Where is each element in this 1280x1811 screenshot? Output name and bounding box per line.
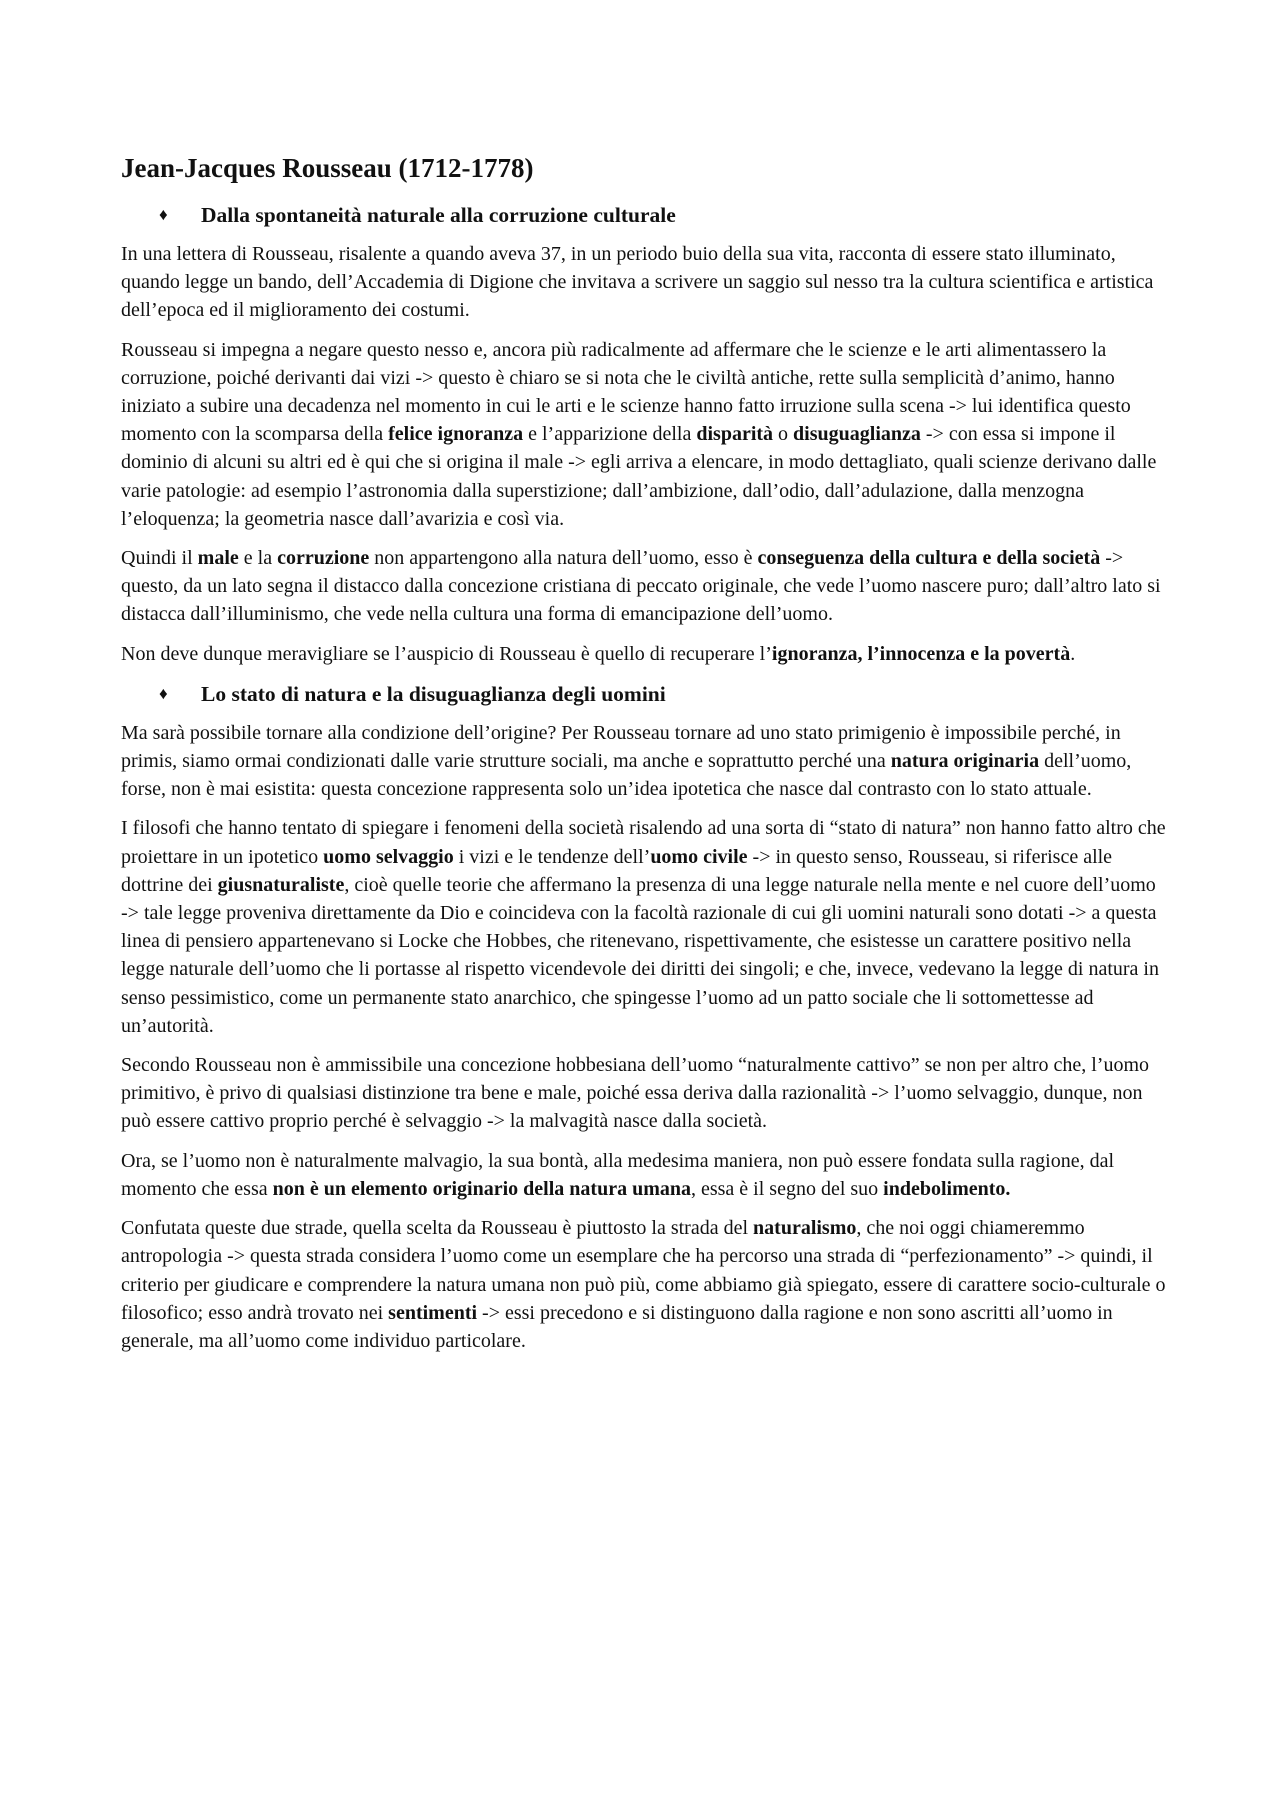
bold-term: uomo selvaggio (323, 845, 454, 868)
bold-term: corruzione (277, 547, 370, 570)
paragraph: Ora, se l’uomo non è naturalmente malvagio, la sua bontà, alla medesima maniera, non può essere fondata sulla ragione, dal momento che essa non è un elemento originario della natura umana, essa è il segno del suo indebolimento. (121, 1149, 1114, 1200)
bold-term: male (197, 547, 239, 570)
bold-term: ignoranza, l’innocenza e la povertà (771, 642, 1071, 665)
bold-term: natura originaria (890, 750, 1040, 773)
section-heading-text: Dalla spontaneità naturale alla corruzione culturale (201, 203, 676, 227)
diamond-bullet-icon: ♦ (159, 205, 168, 224)
bold-term: non è un elemento originario della natura umana (272, 1177, 691, 1200)
bold-term: sentimenti (388, 1301, 478, 1324)
paragraph: I filosofi che hanno tentato di spiegare i fenomeni della società risalendo ad una sorta di “stato di natura” non hanno fatto altro che proiettare in un ipotetico uomo selvaggio i vizi e le tendenze dell’uomo civile -> in questo senso, Rousseau, si riferisce alle dottrine dei giusnaturaliste, cioè quelle teorie che affermano la presenza di una legge naturale nella mente e nel cuore dell’uomo -> tale legge proveniva direttamente da Dio e coincideva con la facoltà razionale di cui gli uomini naturali sono dotati -> a questa linea di pensiero appartenevano si Locke che Hobbes, che ritenevano, rispettivamente, che esistesse un carattere positivo nella legge naturale dell’uomo che li portasse al rispetto vicendevole dei diritti dei singoli; e che, invece, vedevano la legge di natura in senso pessimistico, come un permanente stato anarchico, che spingesse l’uomo ad un patto sociale che li sottomettesse ad un’autorità. (121, 817, 1166, 1037)
section-heading (159, 200, 1167, 230)
bold-term: disuguaglianza (793, 423, 921, 446)
bold-term: naturalismo (753, 1217, 857, 1240)
paragraph: Confutata queste due strade, quella scelta da Rousseau è piuttosto la strada del naturalismo, che noi oggi chiameremmo antropologia -> questa strada considera l’uomo come un esemplare che ha percorso una strada di “perfezionamento” -> quindi, il criterio per giudicare e comprendere la natura umana non può più, come abbiamo già spiegato, essere di carattere socio-culturale o filosofico; esso andrà trovato nei sentimenti -> essi precedono e si distinguono dalla ragione e non sono ascritti all’uomo in generale, ma all’uomo come individuo particolare. (121, 1217, 1166, 1352)
paragraph: Quindi il male e la corruzione non appartengono alla natura dell’uomo, esso è conseguenza della cultura e della società -> questo, da un lato segna il distacco dalla concezione cristiana di peccato originale, che vede l’uomo nascere puro; dall’altro lato si distacca dall’illuminismo, che vede nella cultura una forma di emancipazione dell’uomo. (121, 547, 1161, 626)
bold-term: conseguenza della cultura e della società (757, 547, 1101, 570)
bold-term: uomo civile (650, 845, 748, 868)
bold-term: disparità (696, 423, 774, 446)
diamond-bullet-icon: ♦ (159, 683, 168, 703)
bold-term: indebolimento. (883, 1177, 1011, 1200)
bold-term: giusnaturaliste (217, 873, 345, 896)
paragraph: Non deve dunque meravigliare se l’auspicio di Rousseau è quello di recuperare l’ignoranza, l’innocenza e la povertà. (121, 642, 1076, 665)
section-heading-text: Lo stato di natura e la disuguaglianza degli uomini (201, 681, 666, 706)
paragraph: Rousseau si impegna a negare questo nesso e, ancora più radicalmente ad affermare che le scienze e le arti alimentassero la corruzione, poiché derivanti dai vizi -> questo è chiaro se si nota che le civiltà antiche, rette sulla semplicità d’animo, hanno iniziato a subire una decadenza nel momento in cui le arti e le scienze hanno fatto irruzione sulla scena -> lui identifica questo momento con la scomparsa della felice ignoranza e l’apparizione della disparità o disuguaglianza -> con essa si impone il dominio di alcuni su altri ed è qui che si origina il male -> egli arriva a elencare, in modo dettagliato, quali scienze derivano dalle varie patologie: ad esempio l’astronomia dalla superstizione; dall’ambizione, dall’odio, dall’adulazione, dalla menzogna l’eloquenza; la geometria nasce dall’avarizia e così via. (121, 338, 1157, 530)
section-heading (159, 679, 1167, 709)
paragraph: Secondo Rousseau non è ammissibile una concezione hobbesiana dell’uomo “naturalmente cattivo” se non per altro che, l’uomo primitivo, è privo di qualsiasi distinzione tra bene e male, poiché essa deriva dalla razionalità -> l’uomo selvaggio, dunque, non può essere cattivo proprio perché è selvaggio -> la malvagità nasce dalla società. (121, 1054, 1150, 1133)
paragraph: Ma sarà possibile tornare alla condizione dell’origine? Per Rousseau tornare ad uno stato primigenio è impossibile perché, in primis, siamo ormai condizionati dalle varie strutture sociali, ma anche e soprattutto perché una natura originaria dell’uomo, forse, non è mai esistita: questa concezione rappresenta solo un’idea ipotetica che nasce dal contrasto con lo stato attuale. (121, 721, 1132, 801)
page-title: Jean-Jacques Rousseau (1712-1778) (121, 153, 534, 183)
paragraph: In una lettera di Rousseau, risalente a quando aveva 37, in un periodo buio della sua vita, racconta di essere stato illuminato, quando legge un bando, dell’Accademia di Digione che invitava a scrivere un saggio sul nesso tra la cultura scientifica e artistica dell’epoca ed il miglioramento dei costumi. (121, 243, 1154, 322)
bold-term: felice ignoranza (388, 423, 524, 446)
document-body (121, 200, 1167, 1355)
document-page (121, 150, 1167, 1366)
